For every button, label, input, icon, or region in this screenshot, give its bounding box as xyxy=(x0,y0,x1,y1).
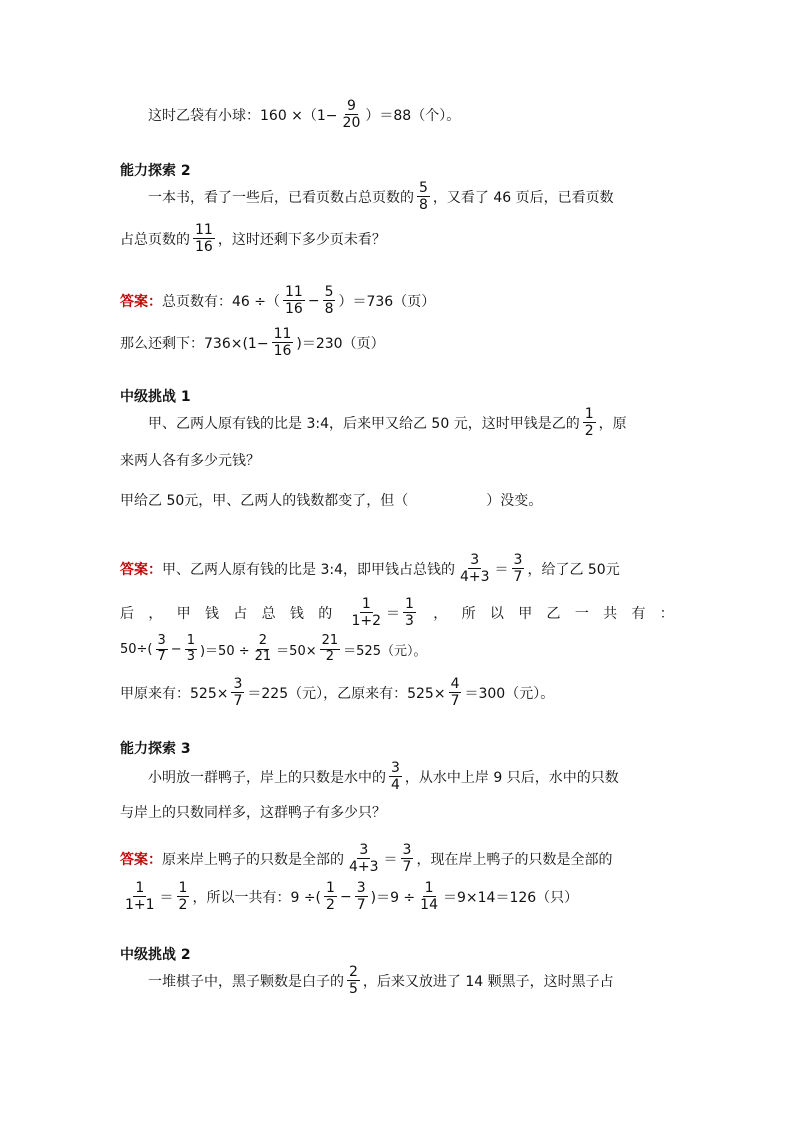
text-segment: 后 xyxy=(120,605,134,622)
fraction xyxy=(123,880,157,913)
text-line: 与岸上的只数同样多，这群鸭子有多少只？ xyxy=(120,805,386,821)
fraction xyxy=(347,842,381,875)
text-line xyxy=(120,222,386,255)
fraction-denominator: 2 xyxy=(325,648,335,664)
text-segment: 钱 xyxy=(289,605,304,622)
fraction-denominator: 16 xyxy=(195,239,213,256)
text-segment: 一 xyxy=(574,605,589,622)
section-heading: 能力探索 3 xyxy=(120,741,191,757)
fraction-numerator: 3 xyxy=(391,760,400,776)
text-line xyxy=(148,98,460,131)
text-segment: 甲给乙 50元，甲、乙两人的钱数都变了，但（ xyxy=(120,493,409,509)
fraction xyxy=(401,842,414,875)
fraction-numerator: 4 xyxy=(450,676,460,692)
fraction xyxy=(417,180,430,213)
section-heading: 中级挑战 1 xyxy=(120,389,191,405)
fraction xyxy=(418,880,440,913)
section-heading: 中级挑战 2 xyxy=(120,947,191,963)
fraction-denominator: 2 xyxy=(326,897,335,914)
fraction-denominator: 4 xyxy=(391,777,400,794)
operator: ＝ xyxy=(494,561,509,578)
text-segment: 所 xyxy=(461,605,476,622)
text-segment: ）＝736（页） xyxy=(338,293,436,310)
text-segment: 甲原来有：525× xyxy=(120,685,229,702)
operator: − xyxy=(307,292,320,309)
fraction xyxy=(156,634,168,665)
text-segment: 甲 xyxy=(176,605,191,622)
text-line xyxy=(120,490,542,510)
fraction-numerator: 1 xyxy=(186,633,195,648)
fraction-numerator: 9 xyxy=(347,98,356,114)
text-line xyxy=(148,760,619,793)
text-segment: ， xyxy=(148,605,163,622)
text-segment: 有 xyxy=(631,605,646,622)
fraction-numerator: 11 xyxy=(273,326,292,342)
text-segment: 甲 xyxy=(518,605,533,622)
fraction-denominator: 8 xyxy=(419,197,428,214)
fraction-denominator: 16 xyxy=(285,301,303,318)
text-segment: ＝50× xyxy=(276,643,317,659)
fraction-numerator: 1 xyxy=(424,880,434,896)
text-segment: 那么还剩下：736×(1− xyxy=(120,335,269,352)
text-segment: 占总页数的 xyxy=(120,231,190,248)
text-segment: ＝300（元）。 xyxy=(464,685,555,702)
fraction-denominator: 7 xyxy=(233,693,243,710)
fraction xyxy=(347,964,360,997)
text-segment: 占 xyxy=(233,605,248,622)
text-segment: 以 xyxy=(489,605,504,622)
text-segment: 共 xyxy=(603,605,618,622)
fraction-numerator: 3 xyxy=(359,842,369,858)
fraction xyxy=(350,596,384,629)
fraction-denominator: 4+3 xyxy=(459,569,490,586)
text-line xyxy=(120,634,426,665)
fraction-denominator: 7 xyxy=(157,648,166,664)
fraction-numerator: 3 xyxy=(513,552,523,568)
text-line xyxy=(120,880,578,913)
text-segment: 原来岸上鸭子的只数是全部的 xyxy=(162,851,344,868)
answer-line xyxy=(120,842,612,875)
equation xyxy=(347,596,419,629)
fraction xyxy=(231,676,244,709)
answer-label: 答案： xyxy=(120,561,162,578)
text-segment: 甲、乙两人原有钱的比是 3:4，后来甲又给乙 50 元，这时甲钱是乙的 xyxy=(148,415,580,432)
fraction xyxy=(283,284,305,317)
fraction xyxy=(403,596,416,629)
fraction-denominator: 7 xyxy=(356,897,366,914)
fraction-denominator: 21 xyxy=(254,648,272,664)
text-line xyxy=(120,326,385,359)
section-heading: 能力探索 2 xyxy=(120,163,191,179)
text-segment: ，从水中上岸 9 只后，水中的只数 xyxy=(404,769,619,786)
fraction-numerator: 1 xyxy=(178,880,188,896)
fraction-numerator: 5 xyxy=(419,180,428,196)
fraction xyxy=(185,634,197,665)
answer-label: 答案： xyxy=(120,851,162,868)
answer-label: 答案： xyxy=(120,293,162,310)
fraction-denominator: 8 xyxy=(324,301,334,318)
fraction xyxy=(512,552,525,585)
text-segment: ＝525（元）。 xyxy=(343,643,427,659)
text-line xyxy=(148,964,614,997)
text-segment: ＝225（元），乙原来有：525× xyxy=(247,685,446,702)
text-segment: 这时乙袋有小球：160 ×（1− xyxy=(148,107,338,124)
text-segment: )＝50 ÷ xyxy=(199,643,250,659)
fraction xyxy=(320,634,341,665)
fraction-numerator: 3 xyxy=(157,633,166,648)
operator: ＝ xyxy=(386,605,401,622)
text-line xyxy=(120,676,554,709)
text-segment: 的 xyxy=(318,605,333,622)
text-segment: 一堆棋子中，黑子颗数是白子的 xyxy=(148,973,344,990)
fraction-numerator: 3 xyxy=(356,880,366,896)
fraction-denominator: 7 xyxy=(513,569,523,586)
fraction xyxy=(324,880,337,913)
fraction-numerator: 11 xyxy=(285,284,303,300)
fraction xyxy=(177,880,190,913)
text-segment: 乙 xyxy=(546,605,561,622)
fraction-numerator: 11 xyxy=(195,222,213,238)
text-segment: ，原 xyxy=(598,415,627,432)
fraction-denominator: 14 xyxy=(420,897,438,914)
text-segment: 一本书，看了一些后，已看页数占总页数的 xyxy=(148,189,414,206)
text-segment: )＝230（页） xyxy=(296,335,385,352)
fraction-numerator: 5 xyxy=(324,284,334,300)
fraction xyxy=(449,676,462,709)
fraction-numerator: 1 xyxy=(584,406,594,422)
operator: ＝ xyxy=(159,889,174,906)
fraction-denominator: 3 xyxy=(186,648,195,664)
fraction xyxy=(583,406,596,439)
text-segment: ，所以一共有：9 ÷( xyxy=(192,889,322,906)
operator: − xyxy=(339,888,352,905)
answer-line xyxy=(120,284,435,317)
fraction-numerator: 3 xyxy=(402,842,412,858)
text-segment: ，现在岸上鸭子的只数是全部的 xyxy=(416,851,613,868)
text-segment: ，后来又放进了 14 颗黑子，这时黑子占 xyxy=(362,973,614,990)
fraction-numerator: 1 xyxy=(361,596,371,612)
text-segment: ，又看了 46 页后，已看页数 xyxy=(432,189,614,206)
text-segment: ＝9×14＝126（只） xyxy=(443,889,579,906)
text-segment: ，给了乙 50元 xyxy=(527,561,620,578)
text-segment: ： xyxy=(659,605,674,622)
fraction-denominator: 3 xyxy=(405,613,414,630)
fraction xyxy=(193,222,215,255)
fraction-denominator: 2 xyxy=(178,897,188,914)
fraction-denominator: 2 xyxy=(584,423,594,440)
answer-line xyxy=(120,552,620,585)
fraction-numerator: 3 xyxy=(470,552,480,568)
text-segment: 总 xyxy=(261,605,276,622)
text-segment: 总页数有：46 ÷（ xyxy=(162,293,280,310)
fraction-denominator: 4+3 xyxy=(349,859,379,876)
fraction xyxy=(272,326,294,359)
fraction xyxy=(253,634,274,665)
text-segment: )＝9 ÷ xyxy=(370,889,416,906)
text-segment: 钱 xyxy=(204,605,219,622)
text-line: 来两人各有多少元钱？ xyxy=(120,453,260,469)
fraction xyxy=(458,552,492,585)
fraction-numerator: 1 xyxy=(326,880,335,896)
text-segment: ）＝88（个）。 xyxy=(365,107,461,124)
fraction-numerator: 21 xyxy=(321,633,339,648)
fraction-denominator: 1+1 xyxy=(125,897,155,914)
fraction-numerator: 1 xyxy=(135,880,145,896)
text-line xyxy=(148,180,614,213)
text-segment: ）没变。 xyxy=(486,493,543,509)
text-segment: ， xyxy=(433,605,448,622)
text-line xyxy=(148,406,627,439)
text-line xyxy=(120,596,674,629)
text-segment: 甲、乙两人原有钱的比是 3:4，即甲钱占总钱的 xyxy=(162,561,455,578)
fraction-numerator: 1 xyxy=(405,596,414,612)
fraction xyxy=(323,284,336,317)
fraction-denominator: 20 xyxy=(342,115,361,132)
fraction-numerator: 2 xyxy=(258,633,268,648)
fraction-denominator: 1+2 xyxy=(351,613,382,630)
text-segment: 50÷( xyxy=(120,641,153,657)
fraction-denominator: 7 xyxy=(450,693,460,710)
fraction-denominator: 7 xyxy=(402,859,412,876)
fraction xyxy=(355,880,368,913)
operator: ＝ xyxy=(383,851,398,868)
fraction-denominator: 16 xyxy=(273,343,292,360)
fraction xyxy=(389,760,402,793)
fraction xyxy=(341,98,363,131)
fraction-numerator: 2 xyxy=(349,964,358,980)
fraction-numerator: 3 xyxy=(233,676,243,692)
operator: − xyxy=(170,641,182,657)
text-segment: 小明放一群鸭子，岸上的只数是水中的 xyxy=(148,769,386,786)
text-segment: ，这时还剩下多少页未看？ xyxy=(217,231,386,248)
fraction-denominator: 5 xyxy=(349,981,358,998)
